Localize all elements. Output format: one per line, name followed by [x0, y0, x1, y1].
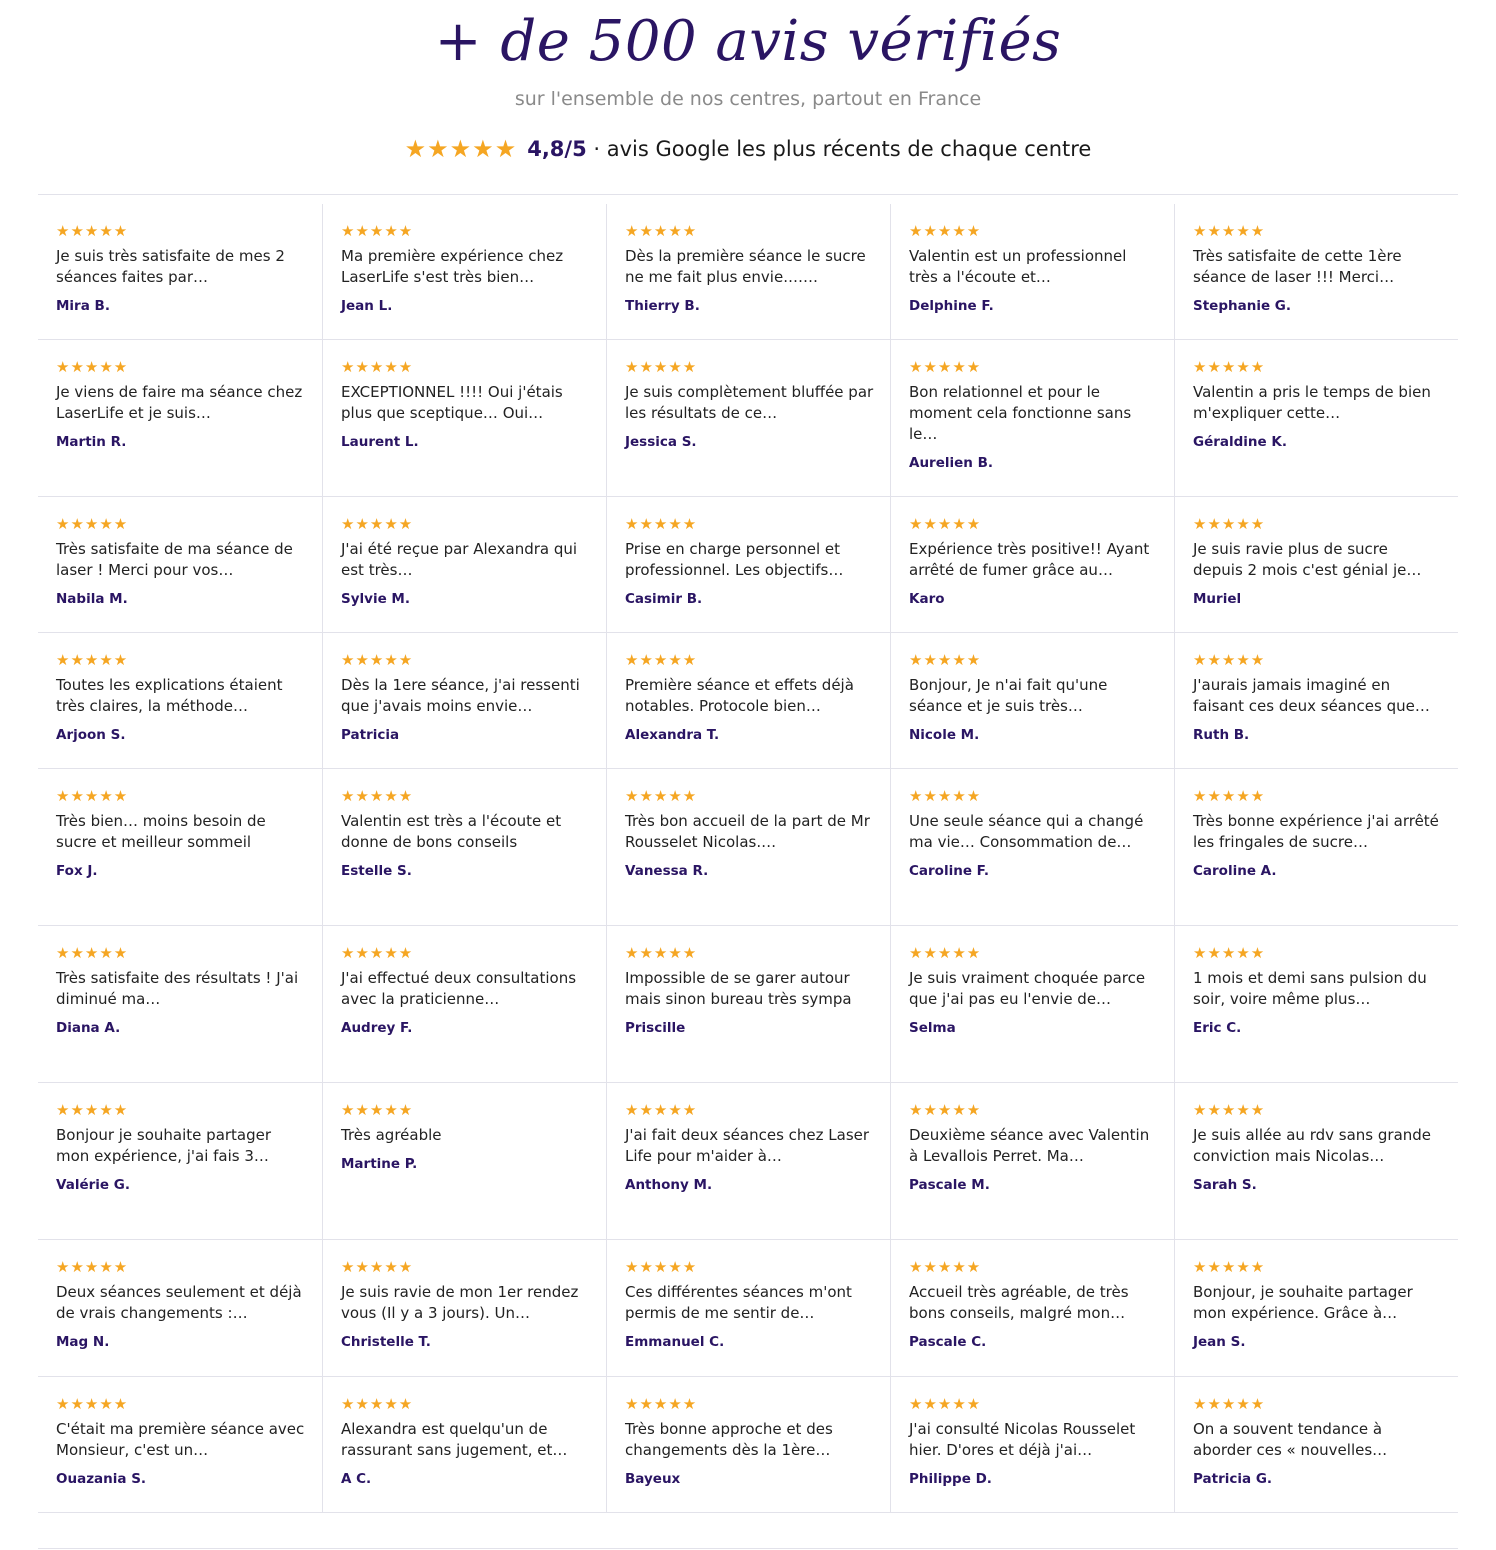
review-text: Très bonne approche et des changements dès la 1ère…: [625, 1420, 833, 1459]
review-author: Martine P.: [341, 1156, 418, 1172]
rating-text: · avis Google les plus récents de chaque centre: [586, 137, 1092, 161]
star-rating-icon: ★★★★★: [625, 515, 698, 533]
review-card: [38, 1083, 322, 1239]
review-text: J'aurais jamais imaginé en faisant ces deux séances que…: [1193, 676, 1430, 715]
review-card: [322, 633, 606, 768]
review-author: Jean S.: [1193, 1334, 1246, 1350]
review-text: Très satisfaite de ma séance de laser ! Merci pour vos…: [56, 540, 293, 579]
review-text: Je suis vraiment choquée parce que j'ai pas eu l'envie de…: [909, 969, 1146, 1008]
review-card: [606, 769, 890, 925]
review-card: [322, 1083, 606, 1239]
review-author: Ruth B.: [1193, 727, 1250, 743]
review-author: Mag N.: [56, 1334, 110, 1350]
review-card: [1174, 633, 1458, 768]
star-rating-icon: ★★★★★: [56, 358, 129, 376]
star-rating-icon: ★★★★★: [1193, 787, 1266, 805]
review-text: J'ai fait deux séances chez Laser Life pour m'aider à…: [625, 1126, 870, 1165]
review-card: [38, 633, 322, 768]
star-rating-icon: ★★★★★: [341, 1101, 414, 1119]
star-rating-icon: ★★★★★: [909, 358, 982, 376]
review-card: [38, 1240, 322, 1376]
review-text: Valentin est très a l'écoute et donne de bons conseils: [341, 812, 562, 851]
review-card: [322, 1240, 606, 1376]
review-text: J'ai effectué deux consultations avec la praticienne…: [341, 969, 577, 1008]
review-card: [606, 633, 890, 768]
star-rating-icon: ★★★★★: [909, 651, 982, 669]
star-rating-icon: ★★★★★: [1193, 1395, 1266, 1413]
review-card: [1174, 1377, 1458, 1512]
review-author: Casimir B.: [625, 591, 703, 607]
star-rating-icon: ★★★★★: [341, 651, 414, 669]
review-text: Très satisfaite de cette 1ère séance de laser !!! Merci…: [1193, 247, 1402, 286]
review-author: Jean L.: [341, 298, 393, 314]
review-text: Bonjour je souhaite partager mon expérience, j'ai fais 3…: [56, 1126, 272, 1165]
review-card: [606, 1240, 890, 1376]
review-author: Selma: [909, 1020, 956, 1036]
star-rating-icon: ★★★★★: [341, 1258, 414, 1276]
review-row: [38, 1240, 1458, 1377]
review-text: Je suis ravie plus de sucre depuis 2 mois c'est génial je…: [1193, 540, 1422, 579]
review-card: [38, 926, 322, 1082]
star-rating-icon: ★★★★★: [625, 1258, 698, 1276]
review-card: [1174, 340, 1458, 496]
review-text: J'ai consulté Nicolas Rousselet hier. D'ores et déjà j'ai…: [909, 1420, 1136, 1459]
review-text: Expérience très positive!! Ayant arrêté de fumer grâce au…: [909, 540, 1150, 579]
review-author: Philippe D.: [909, 1471, 992, 1487]
review-card: [890, 633, 1174, 768]
review-row: [38, 340, 1458, 497]
review-text: Prise en charge personnel et professionnel. Les objectifs…: [625, 540, 844, 579]
star-rating-icon: ★★★★★: [909, 787, 982, 805]
review-text: Dès la première séance le sucre ne me fait plus envie.……: [625, 247, 866, 286]
review-text: Valentin a pris le temps de bien m'expliquer cette…: [1193, 383, 1431, 422]
review-author: Priscille: [625, 1020, 686, 1036]
review-card: [322, 926, 606, 1082]
review-card: [606, 1377, 890, 1512]
review-card: [890, 769, 1174, 925]
review-text: Très bonne expérience j'ai arrêté les fringales de sucre…: [1193, 812, 1439, 851]
review-card: [890, 204, 1174, 339]
review-author: Vanessa R.: [625, 863, 709, 879]
review-text: Je suis allée au rdv sans grande conviction mais Nicolas…: [1193, 1126, 1432, 1165]
divider-bottom: [38, 1548, 1458, 1549]
star-rating-icon: ★★★★★: [56, 222, 129, 240]
review-card: [890, 926, 1174, 1082]
review-text: Accueil très agréable, de très bons conseils, malgré mon…: [909, 1283, 1129, 1322]
review-row: [38, 926, 1458, 1083]
review-text: Très satisfaite des résultats ! J'ai diminué ma…: [56, 969, 299, 1008]
page-subtitle: sur l'ensemble de nos centres, partout en France: [514, 88, 982, 110]
review-author: Diana A.: [56, 1020, 121, 1036]
review-author: A C.: [341, 1471, 372, 1487]
rating-score: 4,8/5: [527, 137, 587, 161]
review-text: Très bien… moins besoin de sucre et meilleur sommeil: [56, 812, 266, 851]
review-author: Christelle T.: [341, 1334, 431, 1350]
review-card: [890, 1083, 1174, 1239]
review-row: [38, 204, 1458, 340]
review-author: Anthony M.: [625, 1177, 713, 1193]
review-card: [1174, 1240, 1458, 1376]
review-author: Nicole M.: [909, 727, 980, 743]
review-author: Fox J.: [56, 863, 98, 879]
rating-stars-icon: ★★★★★: [404, 135, 518, 163]
review-author: Muriel: [1193, 591, 1242, 607]
star-rating-icon: ★★★★★: [1193, 1101, 1266, 1119]
star-rating-icon: ★★★★★: [1193, 1258, 1266, 1276]
review-author: Caroline A.: [1193, 863, 1277, 879]
review-author: Martin R.: [56, 434, 127, 450]
review-card: [38, 1377, 322, 1512]
star-rating-icon: ★★★★★: [625, 944, 698, 962]
review-row: [38, 1377, 1458, 1513]
star-rating-icon: ★★★★★: [1193, 651, 1266, 669]
star-rating-icon: ★★★★★: [56, 1101, 129, 1119]
review-text: Bon relationnel et pour le moment cela fonctionne sans le…: [909, 383, 1132, 443]
review-author: Alexandra T.: [625, 727, 720, 743]
star-rating-icon: ★★★★★: [1193, 358, 1266, 376]
star-rating-icon: ★★★★★: [625, 651, 698, 669]
review-card: [1174, 1083, 1458, 1239]
review-text: Je suis ravie de mon 1er rendez vous (Il y a 3 jours). Un…: [341, 1283, 579, 1322]
review-text: C'était ma première séance avec Monsieur, c'est un…: [56, 1420, 305, 1459]
star-rating-icon: ★★★★★: [341, 1395, 414, 1413]
review-text: On a souvent tendance à aborder ces « nouvelles…: [1193, 1420, 1388, 1459]
review-text: Je suis très satisfaite de mes 2 séances faites par…: [56, 247, 285, 286]
review-row: [38, 497, 1458, 633]
review-author: Nabila M.: [56, 591, 128, 607]
star-rating-icon: ★★★★★: [56, 651, 129, 669]
star-rating-icon: ★★★★★: [625, 787, 698, 805]
review-text: Impossible de se garer autour mais sinon bureau très sympa: [625, 969, 852, 1008]
review-card: [1174, 769, 1458, 925]
review-card: [38, 769, 322, 925]
review-author: Eric C.: [1193, 1020, 1242, 1036]
review-text: Je viens de faire ma séance chez LaserLife et je suis…: [56, 383, 303, 422]
review-text: Bonjour, Je n'ai fait qu'une séance et je suis très…: [909, 676, 1108, 715]
review-author: Patricia G.: [1193, 1471, 1273, 1487]
review-card: [606, 1083, 890, 1239]
rating-summary: [0, 134, 1496, 164]
review-card: [322, 497, 606, 632]
divider-top: [38, 194, 1458, 195]
star-rating-icon: ★★★★★: [1193, 222, 1266, 240]
review-author: Pascale M.: [909, 1177, 990, 1193]
review-text: Première séance et effets déjà notables. Protocole bien…: [625, 676, 854, 715]
review-author: Audrey F.: [341, 1020, 413, 1036]
review-text: Toutes les explications étaient très claires, la méthode…: [56, 676, 283, 715]
review-card: [38, 340, 322, 496]
review-card: [322, 1377, 606, 1512]
star-rating-icon: ★★★★★: [341, 358, 414, 376]
review-text: EXCEPTIONNEL !!!! Oui j'étais plus que sceptique… Oui…: [341, 383, 563, 422]
review-text: Une seule séance qui a changé ma vie… Consommation de…: [909, 812, 1144, 851]
review-text: Ma première expérience chez LaserLife s'est très bien…: [341, 247, 564, 286]
star-rating-icon: ★★★★★: [625, 1395, 698, 1413]
star-rating-icon: ★★★★★: [1193, 944, 1266, 962]
star-rating-icon: ★★★★★: [341, 787, 414, 805]
review-card: [606, 926, 890, 1082]
review-author: Delphine F.: [909, 298, 994, 314]
review-row: [38, 633, 1458, 769]
review-author: Sylvie M.: [341, 591, 410, 607]
review-card: [890, 497, 1174, 632]
review-text: 1 mois et demi sans pulsion du soir, voire même plus…: [1193, 969, 1427, 1008]
review-card: [606, 340, 890, 496]
review-card: [606, 204, 890, 339]
star-rating-icon: ★★★★★: [625, 222, 698, 240]
star-rating-icon: ★★★★★: [56, 515, 129, 533]
review-text: Valentin est un professionnel très a l'écoute et…: [909, 247, 1127, 286]
review-text: Deuxième séance avec Valentin à Levallois Perret. Ma…: [909, 1126, 1150, 1165]
review-card: [890, 1240, 1174, 1376]
review-card: [1174, 204, 1458, 339]
review-text: Alexandra est quelqu'un de rassurant sans jugement, et…: [341, 1420, 568, 1459]
review-card: [890, 340, 1174, 496]
review-author: Patricia: [341, 727, 400, 743]
review-author: Aurelien B.: [909, 455, 994, 471]
review-author: Caroline F.: [909, 863, 990, 879]
review-text: J'ai été reçue par Alexandra qui est très…: [341, 540, 578, 579]
review-text: Je suis complètement bluffée par les résultats de ce…: [625, 383, 874, 422]
star-rating-icon: ★★★★★: [909, 944, 982, 962]
review-author: Jessica S.: [625, 434, 697, 450]
review-text: Ces différentes séances m'ont permis de me sentir de…: [625, 1283, 852, 1322]
review-text: Deux séances seulement et déjà de vrais changements :…: [56, 1283, 302, 1322]
review-author: Ouazania S.: [56, 1471, 147, 1487]
review-author: Stephanie G.: [1193, 298, 1292, 314]
review-text: Très agréable: [341, 1126, 442, 1144]
review-author: Estelle S.: [341, 863, 412, 879]
review-author: Karo: [909, 591, 945, 607]
review-card: [1174, 926, 1458, 1082]
star-rating-icon: ★★★★★: [341, 515, 414, 533]
review-author: Mira B.: [56, 298, 110, 314]
review-card: [322, 340, 606, 496]
star-rating-icon: ★★★★★: [909, 515, 982, 533]
star-rating-icon: ★★★★★: [341, 222, 414, 240]
review-author: Laurent L.: [341, 434, 419, 450]
review-author: Valérie G.: [56, 1177, 130, 1193]
star-rating-icon: ★★★★★: [56, 1395, 129, 1413]
review-card: [1174, 497, 1458, 632]
review-card: [322, 204, 606, 339]
review-row: [38, 769, 1458, 926]
star-rating-icon: ★★★★★: [56, 1258, 129, 1276]
star-rating-icon: ★★★★★: [909, 1258, 982, 1276]
page-title: + de 500 avis vérifiés: [434, 9, 1062, 74]
review-card: [38, 497, 322, 632]
review-text: Bonjour, je souhaite partager mon expérience. Grâce à…: [1193, 1283, 1413, 1322]
star-rating-icon: ★★★★★: [56, 787, 129, 805]
star-rating-icon: ★★★★★: [56, 944, 129, 962]
star-rating-icon: ★★★★★: [341, 944, 414, 962]
review-card: [322, 769, 606, 925]
star-rating-icon: ★★★★★: [909, 222, 982, 240]
review-author: Emmanuel C.: [625, 1334, 725, 1350]
review-author: Sarah S.: [1193, 1177, 1257, 1193]
review-author: Thierry B.: [625, 298, 700, 314]
star-rating-icon: ★★★★★: [1193, 515, 1266, 533]
star-rating-icon: ★★★★★: [909, 1395, 982, 1413]
review-author: Géraldine K.: [1193, 434, 1287, 450]
review-text: Dès la 1ere séance, j'ai ressenti que j'avais moins envie…: [341, 676, 580, 715]
review-author: Bayeux: [625, 1471, 681, 1487]
review-card: [38, 204, 322, 339]
review-text: Très bon accueil de la part de Mr Rousselet Nicolas.…: [625, 812, 870, 851]
review-card: [606, 497, 890, 632]
review-author: Pascale C.: [909, 1334, 987, 1350]
star-rating-icon: ★★★★★: [625, 1101, 698, 1119]
review-card: [890, 1377, 1174, 1512]
reviews-grid: [38, 204, 1458, 1513]
star-rating-icon: ★★★★★: [625, 358, 698, 376]
review-row: [38, 1083, 1458, 1240]
review-author: Arjoon S.: [56, 727, 126, 743]
star-rating-icon: ★★★★★: [909, 1101, 982, 1119]
